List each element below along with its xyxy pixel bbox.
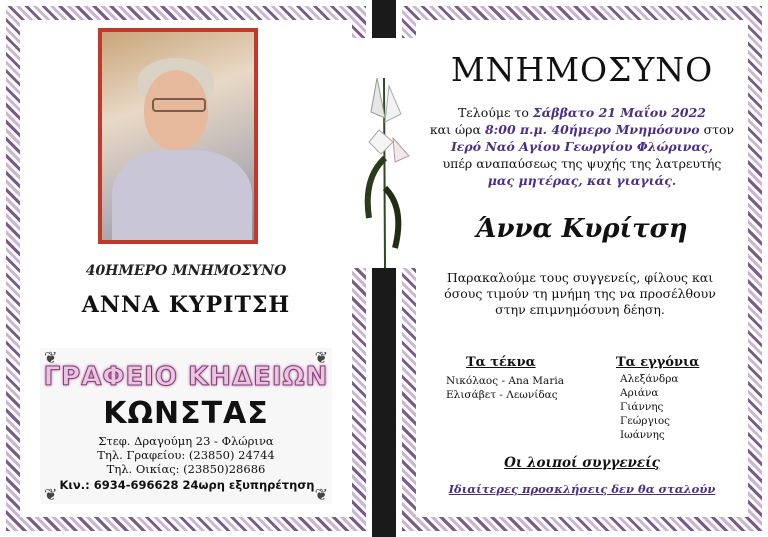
invitations-note: Ιδιαίτερες προσκλήσεις δεν θα σταλούν	[448, 482, 716, 496]
ornament-icon: ❦	[44, 485, 58, 504]
service-line-5: μας μητέρας, και γιαγιάς.	[487, 173, 677, 188]
list-item: Ελισάβετ - Λεωνίδας	[446, 389, 558, 401]
office-phone: Τηλ. Γραφείου: (23850) 24744	[97, 448, 275, 462]
list-item: Αλεξάνδρα	[620, 373, 679, 385]
funeral-home-ad	[40, 348, 332, 504]
deceased-name: ΑΝΝΑ ΚΥΡΙΤΣΗ	[81, 292, 291, 318]
other-relatives: Οι λοιποί συγγενείς	[504, 455, 660, 471]
funeral-home-address: Στεφ. Δραγούμη 23 - Φλώρινα	[98, 434, 274, 448]
funeral-home-title: ΓΡΑΦΕΙΟ ΚΗΔΕΙΩΝ	[43, 362, 329, 392]
invitation-text: Παρακαλούμε τους συγγενείς, φίλους και όσους τιμούν τη μνήμη της να προσέλθουν στην επιμνημόσυνη δέηση.	[444, 270, 716, 317]
service-line-4: υπέρ αναπαύσεως της ψυχής της λατρευτής	[442, 156, 722, 171]
deceased-name-script: Άννα Κυρίτση	[476, 214, 688, 244]
mobile-phone: Κιν.: 6934-696628 24ωρη εξυπηρέτηση	[59, 478, 315, 492]
memorial-title: ΜΝΗΜΟΣΥΝΟ	[450, 50, 714, 89]
list-item: Γιάννης	[620, 401, 664, 413]
service-line-1: Τελούμε το Σάββατο 21 Μαΐου 2022	[457, 105, 707, 120]
portrait-photo	[98, 28, 258, 244]
ornament-icon: ❦	[44, 348, 58, 367]
list-item: Νικόλαος - Ana Maria	[446, 375, 564, 387]
children-heading: Τα τέκνα	[466, 355, 536, 370]
service-line-2: και ώρα 8:00 π.μ. 40ήμερο Μνημόσυνο στον	[429, 122, 735, 137]
list-item: Αριάνα	[620, 387, 659, 399]
list-item: Γεώργιος	[620, 415, 671, 427]
home-phone: Τηλ. Οικίας: (23850)28686	[106, 462, 266, 476]
ornament-icon: ❦	[314, 348, 328, 367]
funeral-home-name: ΚΩΝΣΤΑΣ	[103, 396, 269, 431]
church-name: Ιερό Ναό Αγίου Γεωργίου Φλώρινας,	[450, 139, 714, 154]
memorial-caption: 40ΗΜΕΡΟ ΜΝΗΜΟΣΥΝΟ	[85, 263, 287, 279]
ornament-icon: ❦	[314, 485, 328, 504]
grandchildren-heading: Τα εγγόνια	[616, 355, 700, 370]
list-item: Ιωάννης	[620, 429, 665, 441]
